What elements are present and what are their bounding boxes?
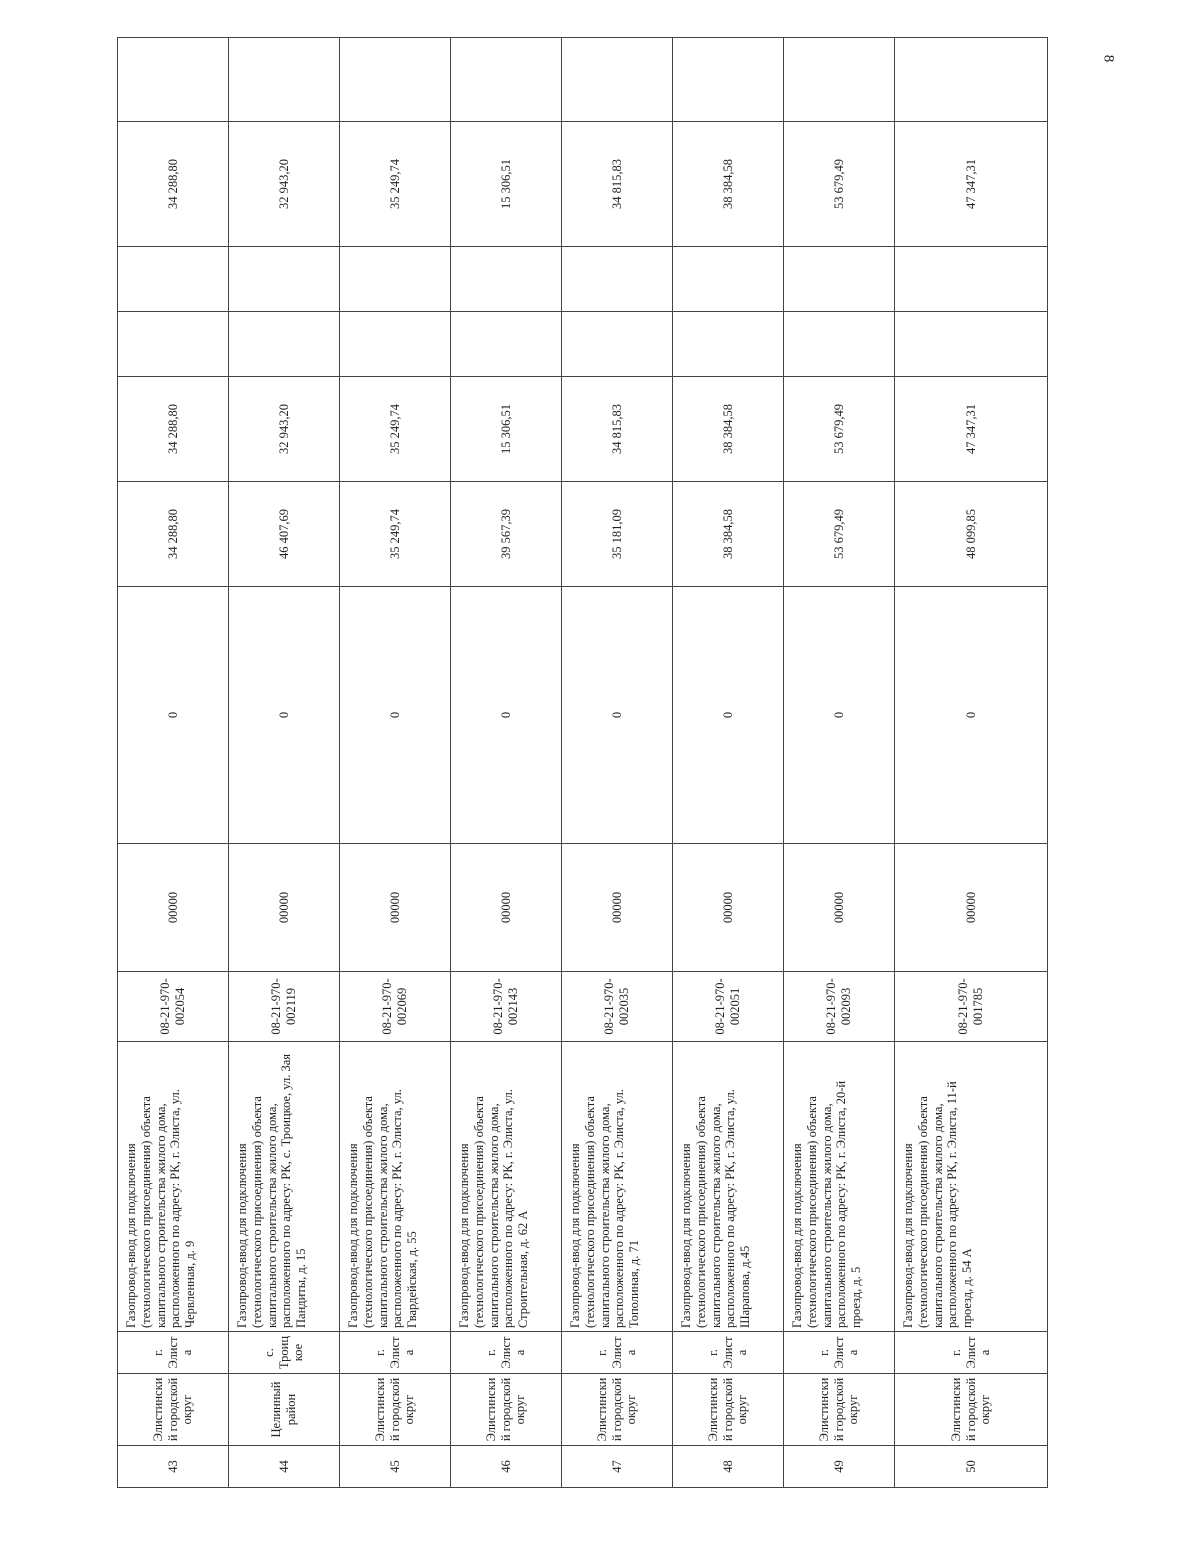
- cell-value-2: 47 347,31: [895, 377, 1048, 482]
- cell-code: 08-21-970-002051: [673, 972, 784, 1042]
- cell-object: Газопровод-ввод для подключения (технологического присоединения) объекта капитального строительства жилого дома, расположенного по адресу: РК, г. Элиста, ул. Тополиная, д. 71: [562, 1042, 673, 1332]
- cell-object: Газопровод-ввод для подключения (технологического присоединения) объекта капитального строительства жилого дома, расположенного по адресу: РК, г. Элиста, ул. Шарапова, д.45: [673, 1042, 784, 1332]
- cell-value-2: 35 249,74: [340, 377, 451, 482]
- cell-locality: г. Элиста: [451, 1332, 562, 1374]
- cell-code: 08-21-970-002069: [340, 972, 451, 1042]
- cell-empty-2: [784, 247, 895, 312]
- cell-code: 08-21-970-001785: [895, 972, 1048, 1042]
- cell-object: Газопровод-ввод для подключения (технологического присоединения) объекта капитального строительства жилого дома, расположенного по адресу: РК, г. Элиста, ул. Гвардейская, д. 55: [340, 1042, 451, 1332]
- cell-no: 50: [895, 1446, 1048, 1488]
- cell-empty-2: [229, 247, 340, 312]
- cell-code: 08-21-970-002143: [451, 972, 562, 1042]
- cell-object: Газопровод-ввод для подключения (технологического присоединения) объекта капитального строительства жилого дома, расположенного по адресу: РК, г. Элиста, 11-й проезд, д. 54 А: [895, 1042, 1048, 1332]
- cell-empty-2: [451, 247, 562, 312]
- cell-last: [562, 38, 673, 122]
- cell-code2: 00000: [451, 844, 562, 972]
- cell-last: [340, 38, 451, 122]
- table-row: [340, 38, 451, 1488]
- table-row: [673, 38, 784, 1488]
- cell-locality: г. Элиста: [673, 1332, 784, 1374]
- cell-code: 08-21-970-002119: [229, 972, 340, 1042]
- cell-code2: 00000: [895, 844, 1048, 972]
- cell-value-3: 47 347,31: [895, 122, 1048, 247]
- cell-no: 44: [229, 1446, 340, 1488]
- cell-code2: 00000: [118, 844, 229, 972]
- cell-empty-2: [340, 247, 451, 312]
- cell-value-2: 53 679,49: [784, 377, 895, 482]
- cell-no: 47: [562, 1446, 673, 1488]
- table-row: [451, 38, 562, 1488]
- table-row: [784, 38, 895, 1488]
- cell-last: [673, 38, 784, 122]
- cell-district: Элистинский городской округ: [784, 1374, 895, 1446]
- cell-value-1: 39 567,39: [451, 482, 562, 587]
- cell-code: 08-21-970-002035: [562, 972, 673, 1042]
- table-row: [895, 38, 1048, 1488]
- cell-zero: 0: [451, 587, 562, 844]
- cell-empty-1: [451, 312, 562, 377]
- cell-value-3: 35 249,74: [340, 122, 451, 247]
- cell-code: 08-21-970-002093: [784, 972, 895, 1042]
- cell-code2: 00000: [673, 844, 784, 972]
- cell-value-3: 38 384,58: [673, 122, 784, 247]
- cell-zero: 0: [118, 587, 229, 844]
- cell-value-1: 35 181,09: [562, 482, 673, 587]
- cell-locality: г. Элиста: [895, 1332, 1048, 1374]
- cell-last: [229, 38, 340, 122]
- table-row: [229, 38, 340, 1488]
- cell-no: 48: [673, 1446, 784, 1488]
- cell-code2: 00000: [340, 844, 451, 972]
- cell-locality: г. Элиста: [562, 1332, 673, 1374]
- cell-district: Элистинский городской округ: [118, 1374, 229, 1446]
- table-row: [562, 38, 673, 1488]
- cell-empty-1: [895, 312, 1048, 377]
- cell-object: Газопровод-ввод для подключения (технологического присоединения) объекта капитального строительства жилого дома, расположенного по адресу: РК, г. Элиста, 20-й проезд, д. 5: [784, 1042, 895, 1332]
- cell-code2: 00000: [229, 844, 340, 972]
- cell-value-2: 38 384,58: [673, 377, 784, 482]
- cell-last: [118, 38, 229, 122]
- cell-last: [784, 38, 895, 122]
- cell-value-2: 32 943,20: [229, 377, 340, 482]
- cell-value-3: 34 815,83: [562, 122, 673, 247]
- cell-locality: с. Троицкое: [229, 1332, 340, 1374]
- cell-empty-1: [784, 312, 895, 377]
- cell-value-1: 35 249,74: [340, 482, 451, 587]
- cell-value-2: 34 288,80: [118, 377, 229, 482]
- cell-empty-2: [673, 247, 784, 312]
- cell-last: [895, 38, 1048, 122]
- cell-zero: 0: [229, 587, 340, 844]
- cell-value-3: 53 679,49: [784, 122, 895, 247]
- cell-code2: 00000: [784, 844, 895, 972]
- cell-last: [451, 38, 562, 122]
- cell-locality: г. Элиста: [340, 1332, 451, 1374]
- cell-district: Целинный район: [229, 1374, 340, 1446]
- table-container: [117, 38, 1047, 1488]
- cell-empty-1: [118, 312, 229, 377]
- cell-no: 43: [118, 1446, 229, 1488]
- cell-value-1: 34 288,80: [118, 482, 229, 587]
- cell-zero: 0: [895, 587, 1048, 844]
- cell-locality: г. Элиста: [118, 1332, 229, 1374]
- cell-no: 46: [451, 1446, 562, 1488]
- cell-empty-2: [118, 247, 229, 312]
- cell-value-3: 15 306,51: [451, 122, 562, 247]
- cell-district: Элистинский городской округ: [562, 1374, 673, 1446]
- cell-zero: 0: [340, 587, 451, 844]
- cell-empty-1: [673, 312, 784, 377]
- cell-empty-2: [562, 247, 673, 312]
- cell-value-2: 34 815,83: [562, 377, 673, 482]
- cell-district: Элистинский городской округ: [895, 1374, 1048, 1446]
- cell-value-3: 32 943,20: [229, 122, 340, 247]
- page-number: 8: [1100, 54, 1117, 63]
- table-row: [118, 38, 229, 1488]
- data-table: [117, 37, 1048, 1488]
- cell-object: Газопровод-ввод для подключения (технологического присоединения) объекта капитального строительства жилого дома, расположенного по адресу: РК, г. Элиста, ул. Червленная, д. 9: [118, 1042, 229, 1332]
- cell-object: Газопровод-ввод для подключения (технологического присоединения) объекта капитального строительства жилого дома, расположенного по адресу: РК, с. Троицкое, ул. Зая Пандиты, д. 15: [229, 1042, 340, 1332]
- cell-value-3: 34 288,80: [118, 122, 229, 247]
- cell-empty-1: [340, 312, 451, 377]
- cell-zero: 0: [673, 587, 784, 844]
- cell-locality: г. Элиста: [784, 1332, 895, 1374]
- cell-district: Элистинский городской округ: [340, 1374, 451, 1446]
- cell-district: Элистинский городской округ: [673, 1374, 784, 1446]
- cell-value-1: 46 407,69: [229, 482, 340, 587]
- cell-value-1: 53 679,49: [784, 482, 895, 587]
- cell-value-1: 48 099,85: [895, 482, 1048, 587]
- cell-district: Элистинский городской округ: [451, 1374, 562, 1446]
- cell-value-2: 15 306,51: [451, 377, 562, 482]
- cell-zero: 0: [784, 587, 895, 844]
- cell-empty-2: [895, 247, 1048, 312]
- cell-code: 08-21-970-002054: [118, 972, 229, 1042]
- cell-zero: 0: [562, 587, 673, 844]
- cell-empty-1: [562, 312, 673, 377]
- cell-value-1: 38 384,58: [673, 482, 784, 587]
- cell-no: 45: [340, 1446, 451, 1488]
- cell-code2: 00000: [562, 844, 673, 972]
- cell-no: 49: [784, 1446, 895, 1488]
- cell-empty-1: [229, 312, 340, 377]
- cell-object: Газопровод-ввод для подключения (технологического присоединения) объекта капитального строительства жилого дома, расположенного по адресу: РК, г. Элиста, ул. Строительная, д. 62 А: [451, 1042, 562, 1332]
